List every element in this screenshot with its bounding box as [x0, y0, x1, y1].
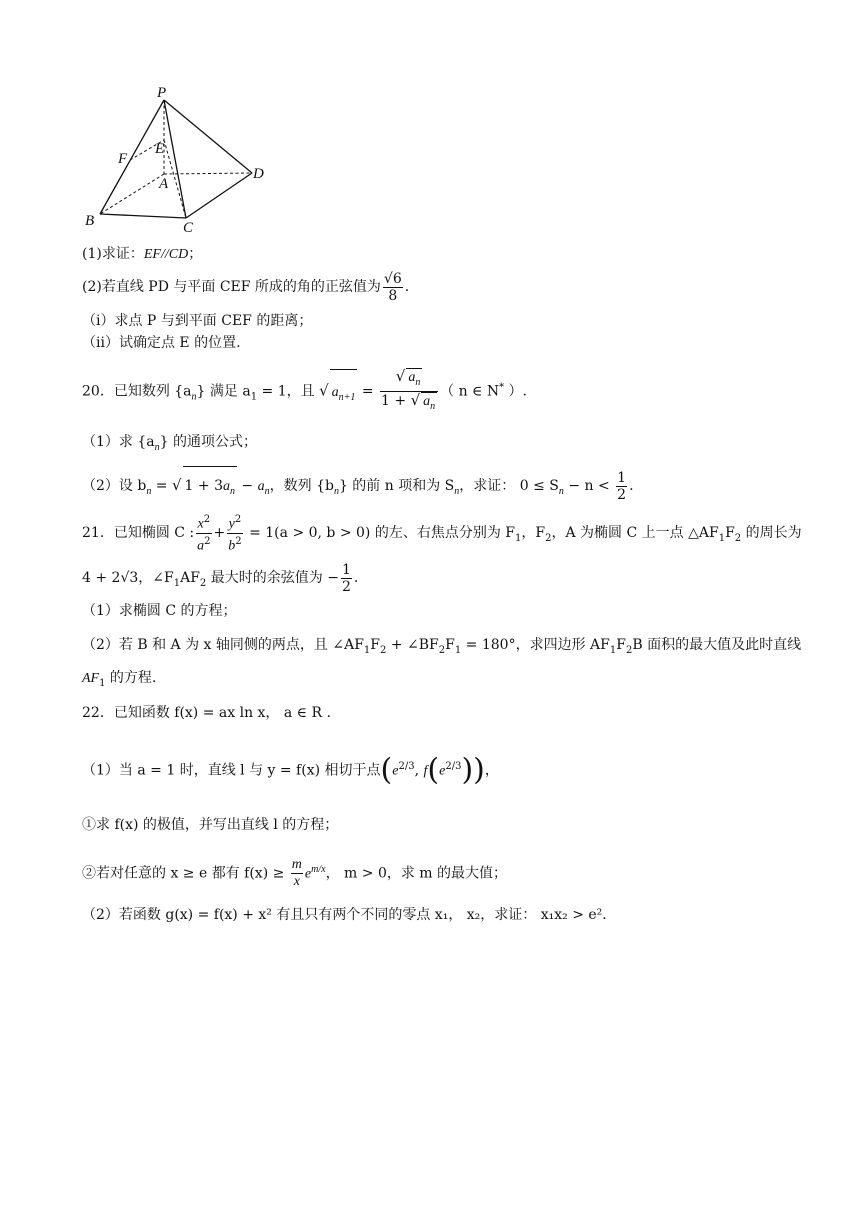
q19-fraction-num: √6 [383, 270, 402, 287]
q21-line2-c: 最大时的余弦值为 − [206, 570, 339, 586]
label-D: D [253, 166, 264, 182]
q21-part2: （2）若 B 和 A 为 x 轴同侧的两点，且 $\angle AF_1F_2$ + $\angle BF_2F_1 = 180^\circ$，求四边形 $AF_1F_2B$ 面积的最大值及此时直线 [82, 637, 802, 656]
q21-half-num: 1 [341, 561, 351, 578]
label-C: C [183, 220, 194, 236]
q22-part1: （1）当 a = 1 时，直线 l 与 y = f(x) 相切于点($e^{2/3}$, $f(e^{2/3})$)， [82, 752, 499, 788]
q21-line2-a: 4 + 2√3，∠F [82, 570, 174, 586]
q21-stem-a: 21．已知椭圆 C : [82, 525, 195, 542]
edge-PC [164, 100, 186, 218]
edge-BC [100, 214, 186, 218]
q22-stem: 22．已知函数 f(x) = ax ln x， a ∈ R . [82, 705, 331, 721]
q21-part1: （1）求椭圆 C 的方程； [82, 603, 237, 619]
q20-half-fraction [616, 470, 627, 503]
q20-part2-b: ，数列 {b [269, 478, 334, 494]
q19-part1 [82, 244, 800, 265]
q20-stem-a: 20．已知数列 {a [82, 383, 192, 400]
q20-stem: 20．已知数列 $\{a_n\}$ 满足 $a_1 = 1$，且 √ $a_{n+1}$ = $\frac{√ a_n}{1 + √ a_n}$ （ n ∈ N* ）. [82, 366, 800, 419]
q22-part1-a: （1）当 a = 1 时，直线 l 与 y = f(x) 相切于点 [82, 762, 381, 779]
edge-PD [164, 100, 252, 173]
q21-stem-f: 的周长为 [741, 525, 802, 542]
label-E: E [155, 141, 165, 157]
q21-line2: 4 + 2√3，$\angle F_1AF_2$ 最大时的余弦值为 − $\frac{1}{2}$ . [82, 561, 359, 595]
q21-part2-a: （2）若 B 和 A 为 x 轴同侧的两点，且 ∠AF [82, 637, 364, 653]
q21-part2-g: B 面积的最大值及此时直线 [632, 637, 802, 653]
q21-part2-d: F [445, 637, 455, 653]
q21-part2-line2: $AF_1$ 的方程. [82, 670, 157, 689]
pyramid-figure [78, 80, 278, 240]
q20-part2-end: . [629, 478, 634, 494]
q20-stem-d: （ n ∈ N [440, 383, 500, 400]
q21-stem-d: ，A 为椭圆 C 上一点 △AF [551, 525, 719, 542]
edge-AB [100, 174, 164, 214]
q19-part1-math: EF//CD [143, 247, 189, 262]
q19-part1-prefix: (1)求证： [82, 246, 144, 262]
q21-part2-b: F [370, 637, 381, 653]
q20-part2-c: } 的前 n 项和为 S [338, 478, 455, 494]
label-P: P [157, 85, 167, 101]
q19-part2 [82, 268, 800, 306]
q19-fraction-den: 8 [388, 287, 398, 304]
q21-part2-line2-b: 的方程. [105, 670, 157, 686]
q21-part2-e: = 180°，求四边形 AF [461, 637, 610, 653]
q19-part1-end: ； [188, 246, 203, 262]
q22-part2: （2）若函数 g(x) = f(x) + x² 有且只有两个不同的零点 x₁， x₂，求证： x₁x₂ > e². [82, 907, 607, 923]
q22-part1-end: ， [484, 762, 499, 779]
q22-case2-b: ， m > 0，求 m 的最大值； [325, 865, 508, 882]
q22-case1: ①求 f(x) 的极值，并写出直线 l 的方程； [82, 817, 339, 833]
q21-line2-b: AF [180, 570, 200, 586]
q22-exp-den-2: 3 [455, 761, 462, 772]
q20-part2-e: − n < [563, 478, 615, 494]
q22-exp-den-1: 3 [408, 761, 415, 772]
q19-fraction [383, 271, 403, 304]
q21-line2-end: . [353, 570, 359, 586]
q21-part2-c: + ∠BF [386, 637, 439, 653]
q20-part2-a: （2）设 b [82, 478, 147, 494]
label-B: B [85, 213, 95, 229]
edge-CD [186, 173, 252, 218]
q20-part1-end: } 的通项公式； [159, 434, 257, 450]
q20-half-num: 1 [617, 469, 627, 486]
q21-stem-e: F [725, 525, 735, 542]
label-F: F [118, 151, 128, 167]
q22-case2-a: ②若对任意的 x ≥ e 都有 f(x) ≥ [82, 865, 289, 882]
q20-part2-d: ，求证： 0 ≤ S [459, 478, 559, 494]
q20-part1-a: （1）求 {a [82, 434, 155, 450]
edge-PB [100, 100, 164, 214]
q21-half-den: 2 [341, 578, 351, 595]
q21-stem-b: = 1(a > 0, b > 0) 的左、右焦点分别为 F [244, 525, 516, 542]
q20-stem-e: ）. [504, 383, 528, 400]
q21-stem-c: ，F [521, 525, 546, 542]
q20-recurrence-fraction: $\frac{√ a_n}{1 + √ a_n}$ [380, 368, 438, 415]
q21-part2-line2-a: AF [82, 671, 100, 686]
q19-part2i: （i）求点 P 与到平面 CEF 的距离； [82, 313, 313, 329]
label-A: A [159, 176, 169, 192]
q20-part1: （1）求 $\{a_n\}$ 的通项公式； [82, 434, 257, 453]
q20-half-den: 2 [617, 486, 627, 503]
q21-stem: 21．已知椭圆 C : $\frac{x^2}{a^2}$ + $\frac{y^2}{b^2}$ = 1(a > 0, b > 0) 的左、右焦点分别为 $F_1$，$F_2$，A 为椭圆 C 上一点 $\triangle AF_1F_2$ 的周长为 [82, 514, 802, 554]
q20-part2: （2）设 $b_n$ = √ $1 + 3a_n - a_n$，数列 $\{b_n\}$ 的前 n 项和为 $S_n$，求证： $0 \le S_n - n$ < $\frac{1}{2}$ . [82, 466, 800, 511]
q19-part2-end: . [404, 279, 410, 295]
q22-case2: ②若对任意的 x ≥ e 都有 f(x) ≥ $\frac{m}{x}$ $e^{m/x}$， m > 0，求 m 的最大值； [82, 857, 508, 890]
q20-stem-c: = 1，且 [257, 383, 320, 400]
q20-stem-b: } 满足 a [196, 383, 251, 400]
q19-part2-text: (2)若直线 PD 与平面 CEF 所成的角的正弦值为 [82, 279, 381, 295]
q22-exp-num-1: 2 [398, 761, 405, 772]
q22-exp-num-2: 2 [445, 761, 452, 772]
q19-part2ii: （ii）试确定点 E 的位置. [82, 335, 241, 351]
q21-part2-f: F [616, 637, 626, 653]
